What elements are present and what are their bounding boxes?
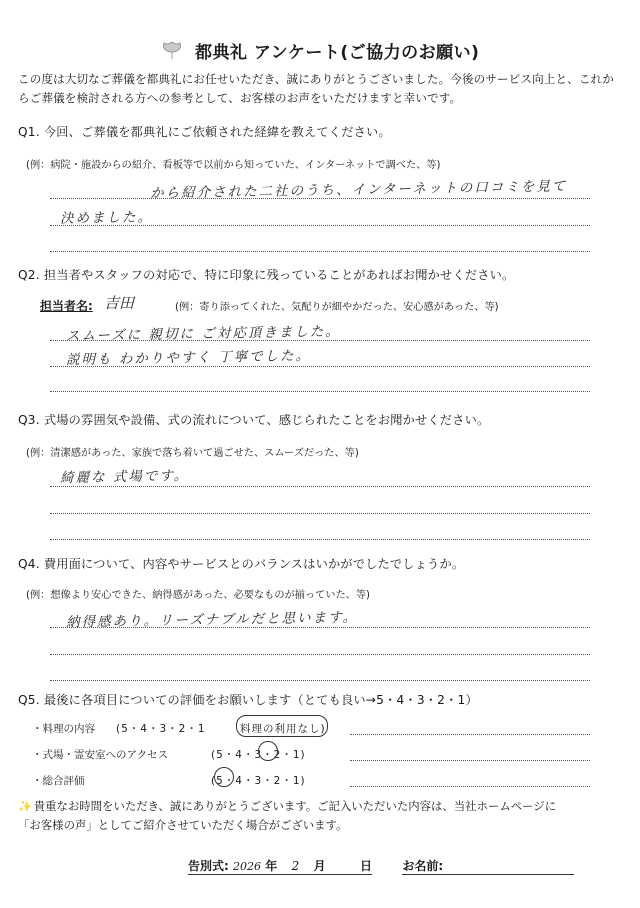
- q1-example: (例：病院・施設からの紹介、看板等で以前から知っていた、インターネットで調べた、等): [26, 160, 441, 171]
- rating-food-scale: (5・4・3・2・1: [116, 723, 206, 735]
- ceremony-date-field: [188, 857, 372, 875]
- rating-access-scale: (5・4・3・2・1): [211, 749, 306, 761]
- q1-answer-rule-3: [50, 251, 590, 252]
- q4-answer-rule-2: [50, 654, 590, 655]
- rating-overall-circle-mark: [214, 767, 234, 787]
- footer-line-1: [18, 797, 624, 816]
- q1-question: Q1. 今回、ご葬儀を都典礼にご依頼された経緯を教えてください。: [18, 125, 391, 139]
- ceremony-month-value: 2: [291, 859, 300, 873]
- day-unit: 日: [359, 859, 372, 873]
- rating-food-no-use: 料理の利用なし): [240, 723, 326, 735]
- q2-answer-rule-2: [50, 366, 590, 367]
- q3-example: (例：清潔感があった、家族で落ち着いて過ごせた、スムーズだった、等): [26, 448, 359, 459]
- rating-access-rule: [350, 760, 590, 761]
- year-unit: 年: [265, 859, 278, 873]
- intro-text: この度は大切なご葬儀を都典礼にお任せいただき、誠にありがとうございました。今後のサービス向上と、これからご葬儀を検討される方への参考として、お客様のお声をいただけますと幸いです。: [18, 72, 614, 105]
- rating-access-label: ・式場・霊安室へのアクセス: [32, 749, 169, 761]
- rating-overall-rule: [350, 786, 590, 787]
- ceremony-year-value: 2026: [233, 860, 261, 873]
- rating-food-rule: [350, 734, 590, 735]
- q1-answer-rule-2: [50, 225, 590, 226]
- q3-answer-rule-3: [50, 539, 590, 540]
- q2-answer-line2: 説明も わかりやすく 丁寧でした。: [65, 347, 312, 369]
- ceremony-label: 告別式:: [188, 859, 229, 873]
- q1-answer-rule-1: [50, 198, 590, 199]
- rating-food-label: ・料理の内容: [32, 723, 95, 735]
- q2-answer-rule-1: [50, 340, 590, 341]
- survey-title: [0, 38, 640, 63]
- q3-answer-rule-2: [50, 513, 590, 514]
- footer-line-2: 「お客様の声」としてご紹介させていただく場合がございます。: [18, 818, 348, 832]
- q1-answer-line2: 決めました。: [59, 209, 154, 227]
- footer-note: [18, 797, 624, 835]
- rating-overall-scale: (5・4・3・2・1): [211, 775, 306, 787]
- q4-answer-rule-1: [50, 627, 590, 628]
- q3-question: Q3. 式場の雰囲気や設備、式の流れについて、感じられたことをお聞かせください。: [18, 413, 490, 427]
- q4-answer-line1: 納得感あり。リーズナブルだと思います。: [65, 609, 359, 631]
- q2-question: Q2. 担当者やスタッフの対応で、特に印象に残っていることがあればお聞かせください。: [18, 268, 515, 282]
- name-field: [402, 857, 574, 875]
- q1-answer-line1: から紹介された二社のうち、インターネットの口コミを見て: [149, 178, 568, 202]
- q5-question: Q5. 最後に各項目についての評価をお願いします（とても良い→5・4・3・2・1）: [18, 693, 478, 707]
- q2-answer-line1: スムーズに 親切に ご対応頂きました。: [65, 323, 341, 345]
- rating-overall-label: ・総合評価: [32, 775, 85, 787]
- ginkgo-leaf-icon: [161, 41, 183, 61]
- q2-example: (例：寄り添ってくれた、気配りが細やかだった、安心感があった、等): [175, 302, 499, 313]
- sparkle-icon: ✨: [18, 800, 32, 813]
- rating-access-circle-mark: [258, 741, 278, 761]
- q4-question: Q4. 費用面について、内容やサービスとのバランスはいかがでしたでしょうか。: [18, 557, 465, 571]
- q4-answer-rule-3: [50, 680, 590, 681]
- q4-example: (例：想像より安心できた、納得感があった、必要なものが揃っていた、等): [26, 590, 371, 601]
- staff-name-value: 吉田: [104, 294, 135, 312]
- survey-title-text: 都典礼 アンケート(ご協力のお願い): [194, 43, 480, 63]
- q3-answer-line1: 綺麗な 式場です。: [59, 467, 190, 487]
- footer-text-1: 貴重なお時間をいただき、誠にありがとうございます。ご記入いただいた内容は、当社ホームページに: [33, 799, 557, 813]
- month-unit: 月: [313, 859, 326, 873]
- rating-food-circle-mark: [236, 715, 328, 737]
- q2-answer-rule-3: [50, 391, 590, 392]
- staff-name-label: 担当者名:: [40, 299, 93, 313]
- name-label: お名前:: [402, 859, 444, 873]
- q3-answer-rule-1: [50, 486, 590, 487]
- signature-row: [188, 857, 574, 875]
